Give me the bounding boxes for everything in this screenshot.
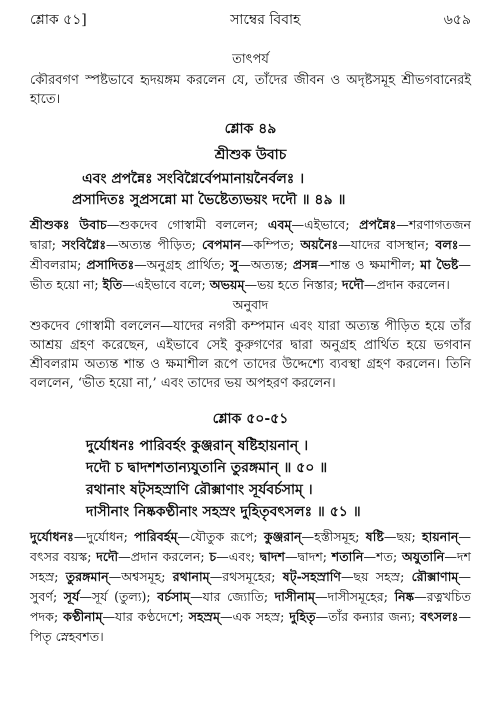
synonym-term: বর্চসাম্ — [157, 589, 191, 604]
synonym-term: পারিবর্হম্ — [134, 529, 178, 544]
synonym-meaning: —সুবর্ণ; — [30, 569, 471, 604]
synonym-term: সংবিগ্নৈঃ — [62, 237, 107, 252]
purport-text: কৌরবগণ স্পষ্টভাবে হৃদয়ঙ্গম করলেন যে, তাঁদের জীবন ও অদৃষ্টসমূহ শ্রীভগবানেরই হাতে। — [30, 73, 471, 107]
synonym-term: ষষ্টি — [365, 529, 384, 544]
synonym-meaning: —যাদের বাসস্থান; — [338, 237, 436, 252]
synonym-meaning: —যার কণ্ঠদেশে; — [102, 609, 189, 624]
synonym-meaning: —রথসমূহের; — [209, 569, 283, 584]
synonym-meaning: —অনুগ্রহ প্রার্থিত; — [134, 257, 230, 272]
synonym-term: কণ্ঠীনাম্ — [63, 609, 103, 624]
synonym-term: সু — [229, 257, 239, 272]
synonym-meaning: —অত্যন্ত; — [238, 257, 293, 272]
verse-50-51-text — [30, 435, 471, 523]
verse-49-text — [30, 169, 471, 211]
synonym-term: রথানাম্ — [172, 569, 210, 584]
synonym-term: অভয়ম্ — [209, 277, 245, 292]
synonym-meaning: —সূর্য (তুল্য); — [79, 589, 158, 604]
synonym-term: তুরঙ্গমান্ — [65, 569, 109, 584]
synonym-meaning: —রত্নখচিত পদক; — [30, 589, 471, 624]
synonym-term: ইতি — [102, 277, 123, 292]
synonym-meaning: —শরণাগতজন দ্বারা; — [30, 217, 472, 252]
synonym-meaning: —দ্বাদশ; — [284, 549, 332, 564]
synonym-term: মা ভৈষ্ট — [420, 257, 459, 272]
synonym-term: সূর্য — [63, 589, 80, 604]
synonym-term: বৎসলঃ — [420, 609, 459, 624]
synonym-meaning: —যার জ্যোতি; — [190, 589, 275, 604]
synonym-meaning: —বৎসর বয়স্ক; — [30, 529, 472, 564]
synonym-term: অয়নৈঃ — [300, 237, 339, 252]
synonym-meaning: —প্রদান করলেন। — [363, 277, 450, 292]
synonym-term: প্রসন্ন — [292, 257, 318, 272]
synonym-term: ষট্‌-সহস্রাণি — [282, 569, 341, 584]
synonym-meaning: —ভীত হয়ো না; — [30, 257, 472, 292]
synonym-meaning: —তাঁর কন্যার জন্য; — [315, 609, 421, 624]
synonym-meaning: —এবং; — [216, 549, 260, 564]
verse-50-51-heading: শ্লোক ৫০-৫১ — [212, 411, 289, 427]
synonym-term: দুর্যোধনঃ — [30, 529, 74, 544]
synonym-meaning: —যৌতুক রূপে; — [177, 529, 264, 544]
synonym-term: অযুতানি — [401, 549, 445, 564]
verse-50-51-line-3: রথানাং ষট্‌সহস্রাণি রৌক্সাণাং সূর্যবর্চসাম্ । — [86, 482, 313, 498]
verse-50-51-synonyms — [30, 527, 471, 647]
synonym-term: নিষ্ক — [394, 589, 415, 604]
synonym-meaning: —শত; — [363, 549, 402, 564]
synonym-meaning: —কম্পিত; — [240, 237, 301, 252]
purport-title: তাৎপর্য — [232, 52, 269, 67]
synonym-term: দুহিতৃ — [289, 609, 316, 624]
verse-50-51-line-2: দদৌ চ দ্বাদশশতান্যযুতানি তুরঙ্গমান্ ॥ ৫০ ॥ — [86, 460, 328, 476]
synonym-term: দ্বাদশ — [259, 549, 285, 564]
header-page-number: ৬৫৯ — [443, 12, 471, 28]
synonym-term: দাসীনাম্ — [274, 589, 316, 604]
synonym-term: শতানি — [331, 549, 364, 564]
synonym-meaning: —অশ্বসমূহ; — [108, 569, 173, 584]
verse-50-51-line-4: দাসীনাং নিষ্ককণ্ঠীনাং সহস্রং দুহিতৃবৎসলঃ ॥ ৫১ ॥ — [86, 504, 361, 520]
verse-49-translation: শুকদেব গোস্বামী বললেন—যাদের নগরী কম্পমান এবং যারা অত্যন্ত পীড়িত হয়ে তাঁর আশ্রয় গ্রহণ করেছেন, এইভাবে সেই কুরুগণের দ্বারা অনুগ্রহ প্রার্থিত হয়ে ভগবান শ্রীবলরাম অত্যন্ত শান্ত ও ক্ষমাশীল রূপে তাদের উদ্দেশ্যে ব্যবস্থা গ্রহণ করলেন। তিনি বললেন, ‘ভীত হয়ো না,’ এবং তাদের ভয় অপহরণ করলেন। — [30, 319, 471, 391]
page-header — [30, 8, 471, 32]
verse-49-translation-label: অনুবাদ — [232, 297, 269, 312]
synonym-term: প্রপন্নৈঃ — [359, 217, 397, 232]
synonym-term: এবম্ — [267, 217, 292, 232]
synonym-term: বেপমান — [202, 237, 241, 252]
synonym-meaning: —দাসীসমূহের; — [315, 589, 395, 604]
synonym-meaning: —ছয়; — [383, 529, 423, 544]
synonym-meaning: —দুর্যোধন; — [73, 529, 135, 544]
synonym-meaning: —ভয় হতে নিস্তার; — [244, 277, 342, 292]
header-verse-ref: শ্লোক ৫১] — [30, 12, 87, 28]
synonym-term: সহস্রম্ — [188, 609, 220, 624]
verse-49-synonyms — [30, 215, 471, 295]
synonym-meaning: —এইভাবে; — [291, 217, 360, 232]
synonym-meaning: —পিতৃ স্নেহবশত। — [30, 609, 471, 644]
synonym-meaning: —শুকদেব গোস্বামী বললেন; — [106, 217, 268, 232]
synonym-term: হায়নান্ — [422, 529, 459, 544]
synonym-term: শ্রীশুকঃ উবাচ — [30, 217, 107, 232]
verse-49-heading: শ্লোক ৪৯ — [224, 121, 277, 137]
synonym-term: চ — [209, 549, 217, 564]
synonym-meaning: —এইভাবে বলে; — [122, 277, 210, 292]
synonym-term: প্রসাদিতঃ — [86, 257, 135, 272]
verse-50-51-line-1: দুর্যোধনঃ পারিবর্হং কুঞ্জরান্ ষষ্টিহায়নান্ । — [86, 438, 309, 454]
synonym-term: রৌক্সাণাম্ — [411, 569, 459, 584]
header-chapter-title: সাম্বের বিবাহ — [230, 12, 301, 28]
synonym-term: বলঃ — [435, 237, 459, 252]
synonym-meaning: —অত্যন্ত পীড়িত; — [106, 237, 203, 252]
synonym-meaning: —প্রদান করলেন; — [118, 549, 210, 564]
synonym-term: দদৌ — [96, 549, 119, 564]
synonym-meaning: —ছয় সহস্র; — [340, 569, 412, 584]
synonym-term: কুঞ্জরান্ — [263, 529, 302, 544]
synonym-term: দদৌ — [342, 277, 364, 292]
verse-49-line-1: এবং প্রপন্নৈঃ সংবিগ্নৈর্বেপমানায়নৈর্বলঃ । — [82, 171, 305, 187]
synonym-meaning: —এক সহস্র; — [219, 609, 290, 624]
synonym-meaning: —হস্তীসমূহ; — [301, 529, 366, 544]
verse-49-line-2: প্রসাদিতঃ সুপ্রসন্নো মা ভৈষ্টেত্যভয়ং দদৌ ॥ ৪৯ ॥ — [72, 192, 346, 208]
synonym-meaning: —দশ সহস্র; — [30, 549, 471, 584]
synonym-meaning: —শ্রীবলরাম; — [30, 237, 472, 272]
synonym-meaning: —শান্ত ও ক্ষমাশীল; — [317, 257, 421, 272]
verse-49-speaker: শ্রীশুক উবাচ — [214, 147, 287, 163]
